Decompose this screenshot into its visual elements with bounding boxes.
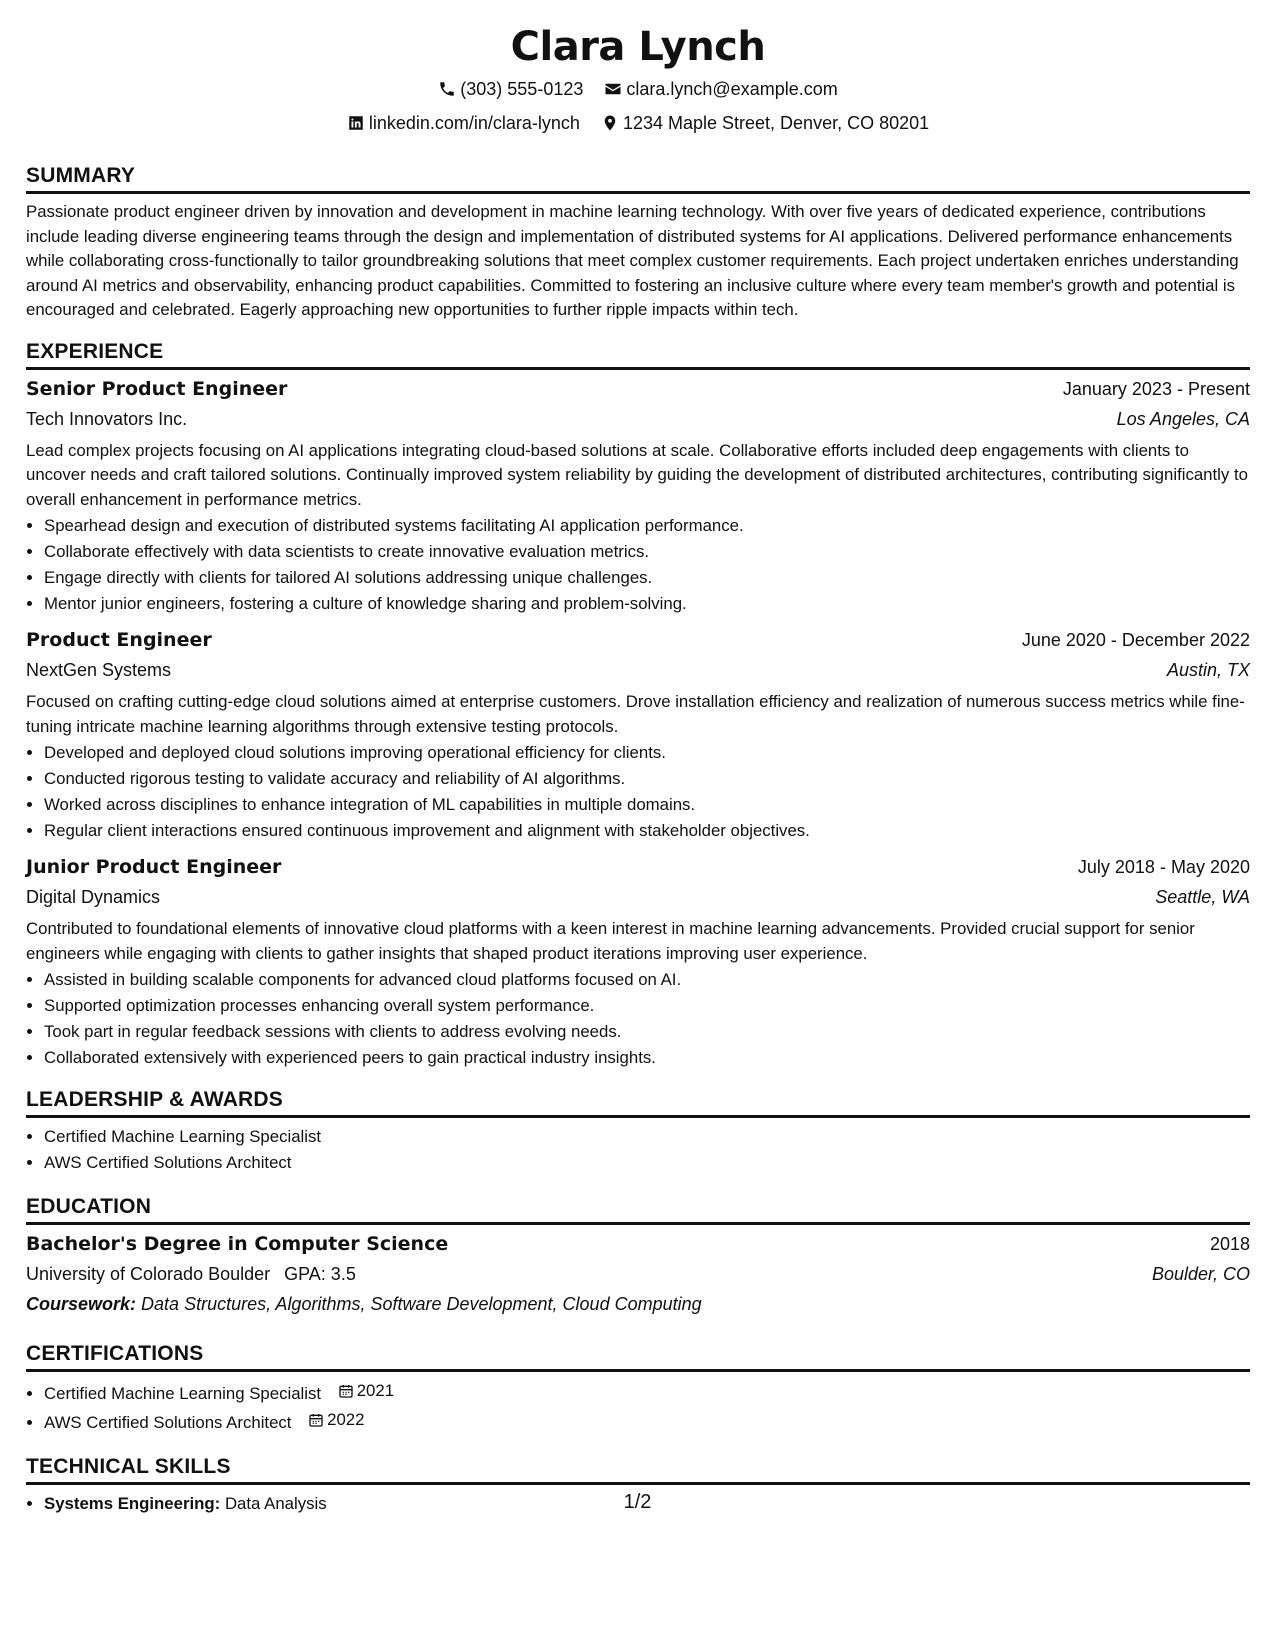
school-name: University of Colorado Boulder — [26, 1264, 271, 1284]
email-text[interactable]: clara.lynch@example.com — [626, 79, 838, 99]
job-description: Contributed to foundational elements of innovative cloud platforms with a keen interest in machine learning advancements. Provided crucial support for senior engineers while engaging with clients to gather insights that shaped product iterations improving user experience. — [26, 919, 1195, 963]
list-item: • Collaborate effectively with data scientists to create innovative evaluation metrics. — [44, 539, 1250, 565]
coursework-label: Coursework: — [26, 1294, 137, 1314]
candidate-name: Clara Lynch — [510, 24, 766, 70]
list-item: • Engage directly with clients for tailored AI solutions addressing unique challenges. — [44, 565, 1250, 591]
job-dates: January 2023 - Present — [1062, 378, 1250, 399]
envelope-icon — [604, 80, 622, 98]
leadership-heading: LEADERSHIP & AWARDS — [26, 1087, 1250, 1118]
email-contact[interactable] — [604, 78, 837, 100]
education-section — [26, 1194, 1250, 1319]
summary-text: Passionate product engineer driven by innovation and development in machine learning technology. With over five years of dedicated experience, contributions include leading diverse engineering teams through the design and implementation of distributed systems for AI applications. Delivered performance enhancements while collaborating cross-functionally to tailor groundbreaking solutions that meet complex customer requirements. Each project undertaken enriches understanding around AI metrics and observability, enhancing product capabilities. Committed to fostering an inclusive culture where every team member's growth and potential is encouraged and celebrated. Eagerly approaching new opportunities to further ripple impacts within tech. — [26, 202, 1239, 319]
graduation-year: 2018 — [1209, 1234, 1250, 1254]
job-bullets — [26, 740, 1250, 844]
list-item: • Collaborated extensively with experienced peers to gain practical industry insights. — [44, 1045, 1250, 1071]
experience-section — [26, 339, 1250, 1072]
cert-date — [308, 1407, 364, 1433]
skill-label: Systems Engineering: — [44, 1494, 221, 1513]
cert-name: Certified Machine Learning Specialist — [44, 1384, 322, 1403]
list-item: • Regular client interactions ensured continuous improvement and alignment with stakeholder objectives. — [44, 818, 1250, 844]
cert-name: AWS Certified Solutions Architect — [44, 1413, 292, 1432]
leadership-section — [26, 1087, 1250, 1176]
experience-heading: EXPERIENCE — [26, 339, 1250, 370]
address-contact — [601, 112, 929, 134]
phone-contact — [438, 78, 583, 100]
certifications-heading: CERTIFICATIONS — [26, 1341, 1250, 1372]
coursework-line — [26, 1289, 1250, 1319]
cert-year-text: 2021 — [356, 1381, 395, 1400]
list-item — [44, 1407, 1250, 1436]
map-pin-icon — [601, 114, 619, 132]
skills-heading: TECHNICAL SKILLS — [26, 1454, 1250, 1485]
cert-year-text: 2022 — [327, 1410, 365, 1429]
job-entry — [26, 374, 1250, 618]
job-bullets — [26, 967, 1250, 1071]
resume-page — [26, 20, 1250, 1517]
job-company: NextGen Systems — [26, 660, 172, 680]
leadership-list — [26, 1124, 1250, 1176]
certifications-list — [26, 1378, 1250, 1436]
list-item: • Supported optimization processes enhancing overall system performance. — [44, 993, 1250, 1019]
certifications-section — [26, 1341, 1250, 1436]
coursework-text: Data Structures, Algorithms, Software Development, Cloud Computing — [141, 1294, 702, 1314]
school-line — [26, 1259, 356, 1289]
linkedin-text[interactable]: linkedin.com/in/clara-lynch — [368, 113, 580, 133]
degree-title: Bachelor's Degree in Computer Science — [26, 1233, 449, 1255]
job-description: Focused on crafting cutting-edge cloud solutions aimed at enterprise customers. Drove installation efficiency and realization of numerous success metrics while fine-tuning intricate machine learning algorithms through extensive testing protocols. — [26, 692, 1245, 736]
job-dates: July 2018 - May 2020 — [1077, 857, 1250, 877]
job-title: Junior Product Engineer — [26, 856, 282, 878]
list-item: • Developed and deployed cloud solutions improving operational efficiency for clients. — [44, 740, 1250, 766]
job-company: Digital Dynamics — [26, 887, 161, 907]
cert-date — [338, 1378, 394, 1404]
job-entry — [26, 625, 1250, 844]
job-bullets — [26, 513, 1250, 617]
list-item: • Spearhead design and execution of distributed systems facilitating AI application performance. — [44, 513, 1250, 539]
list-item — [44, 1378, 1250, 1407]
linkedin-contact[interactable] — [347, 112, 580, 134]
calendar-icon — [308, 1412, 324, 1428]
list-item: • Took part in regular feedback sessions with clients to address evolving needs. — [44, 1019, 1250, 1045]
summary-section — [26, 163, 1250, 323]
summary-heading: SUMMARY — [26, 163, 1250, 194]
list-item: • Assisted in building scalable components for advanced cloud platforms focused on AI. — [44, 967, 1250, 993]
contact-row-2 — [26, 112, 1250, 137]
job-location: Austin, TX — [1166, 660, 1250, 680]
job-location: Los Angeles, CA — [1116, 408, 1250, 429]
school-location: Boulder, CO — [1151, 1264, 1250, 1284]
job-title: Senior Product Engineer — [26, 377, 288, 400]
job-company: Tech Innovators Inc. — [26, 408, 188, 429]
linkedin-icon — [347, 114, 365, 132]
list-item: • Conducted rigorous testing to validate accuracy and reliability of AI algorithms. — [44, 766, 1250, 792]
calendar-icon — [338, 1383, 354, 1399]
job-title: Product Engineer — [26, 629, 212, 651]
address-text: 1234 Maple Street, Denver, CO 80201 — [622, 113, 930, 133]
skill-value: Data Analysis — [224, 1494, 327, 1513]
job-dates: June 2020 - December 2022 — [1021, 630, 1250, 650]
phone-text: (303) 555-0123 — [460, 79, 584, 99]
job-description: Lead complex projects focusing on AI applications integrating cloud-based solutions at scale. Collaborative efforts included deep engagements with clients to uncover needs and craft tailored solutions. Continually improved system reliability by guiding the development of distributed architectures, contributing significantly to overall enhancement in performance metrics. — [26, 440, 1248, 509]
education-heading: EDUCATION — [26, 1194, 1250, 1225]
list-item: • Mentor junior engineers, fostering a culture of knowledge sharing and problem-solving. — [44, 591, 1250, 617]
page-number: 1/2 — [623, 1491, 652, 1513]
job-location: Seattle, WA — [1155, 887, 1250, 907]
gpa-text: GPA: 3.5 — [284, 1264, 356, 1284]
contact-row-1 — [26, 78, 1250, 103]
job-entry — [26, 852, 1250, 1071]
list-item: • Worked across disciplines to enhance integration of ML capabilities in multiple domains. — [44, 792, 1250, 818]
list-item: • Certified Machine Learning Specialist — [44, 1124, 1250, 1150]
phone-icon — [438, 80, 456, 98]
list-item: • AWS Certified Solutions Architect — [44, 1150, 1250, 1176]
